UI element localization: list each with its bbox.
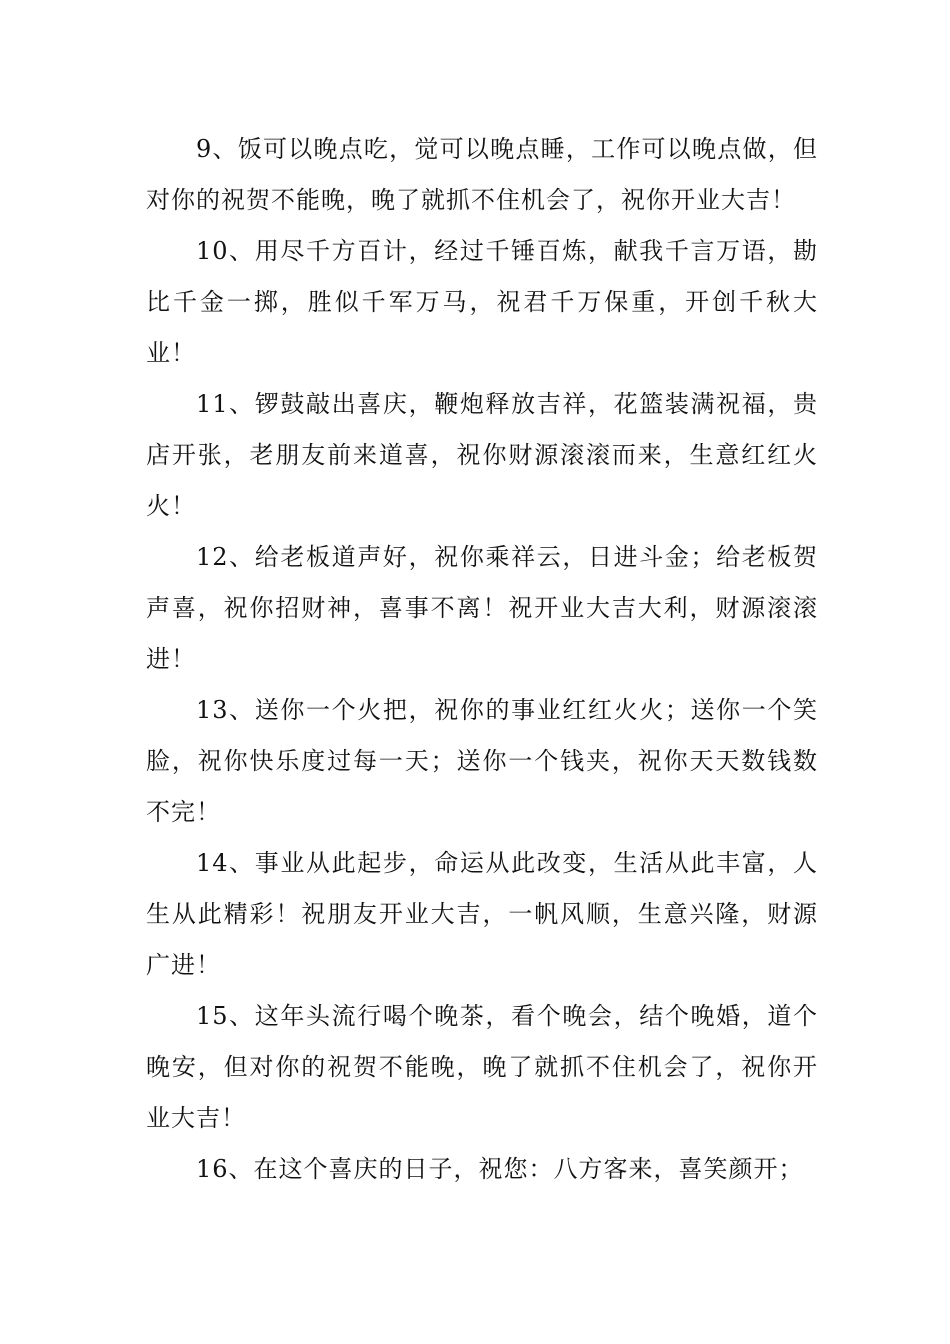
paragraph-14: 14、事业从此起步，命运从此改变，生活从此丰富，人生从此精彩！祝朋友开业大吉，一帆风顺，生意兴隆，财源广进！ [146, 849, 818, 979]
paragraph-16: 16、在这个喜庆的日子，祝您：八方客来，喜笑颜开； [196, 1155, 804, 1183]
paragraph-13: 13、送你一个火把，祝你的事业红红火火；送你一个笑脸，祝你快乐度过每一天；送你一个钱夹，祝你天天数钱数不完！ [146, 696, 818, 826]
paragraph-9: 9、饭可以晚点吃，觉可以晚点睡，工作可以晚点做，但对你的祝贺不能晚，晚了就抓不住机会了，祝你开业大吉！ [146, 135, 818, 214]
document-body [146, 124, 818, 1195]
paragraph-15: 15、这年头流行喝个晚茶，看个晚会，结个晚婚，道个晚安，但对你的祝贺不能晚，晚了就抓不住机会了，祝你开业大吉！ [146, 1002, 818, 1132]
paragraph-12: 12、给老板道声好，祝你乘祥云，日进斗金；给老板贺声喜，祝你招财神，喜事不离！祝开业大吉大利，财源滚滚进！ [146, 543, 818, 673]
paragraph-11: 11、锣鼓敲出喜庆，鞭炮释放吉祥，花篮装满祝福，贵店开张，老朋友前来道喜，祝你财源滚滚而来，生意红红火火！ [146, 390, 818, 520]
paragraph-10: 10、用尽千方百计，经过千锤百炼，献我千言万语，勘比千金一掷，胜似千军万马，祝君千万保重，开创千秋大业！ [146, 237, 818, 367]
